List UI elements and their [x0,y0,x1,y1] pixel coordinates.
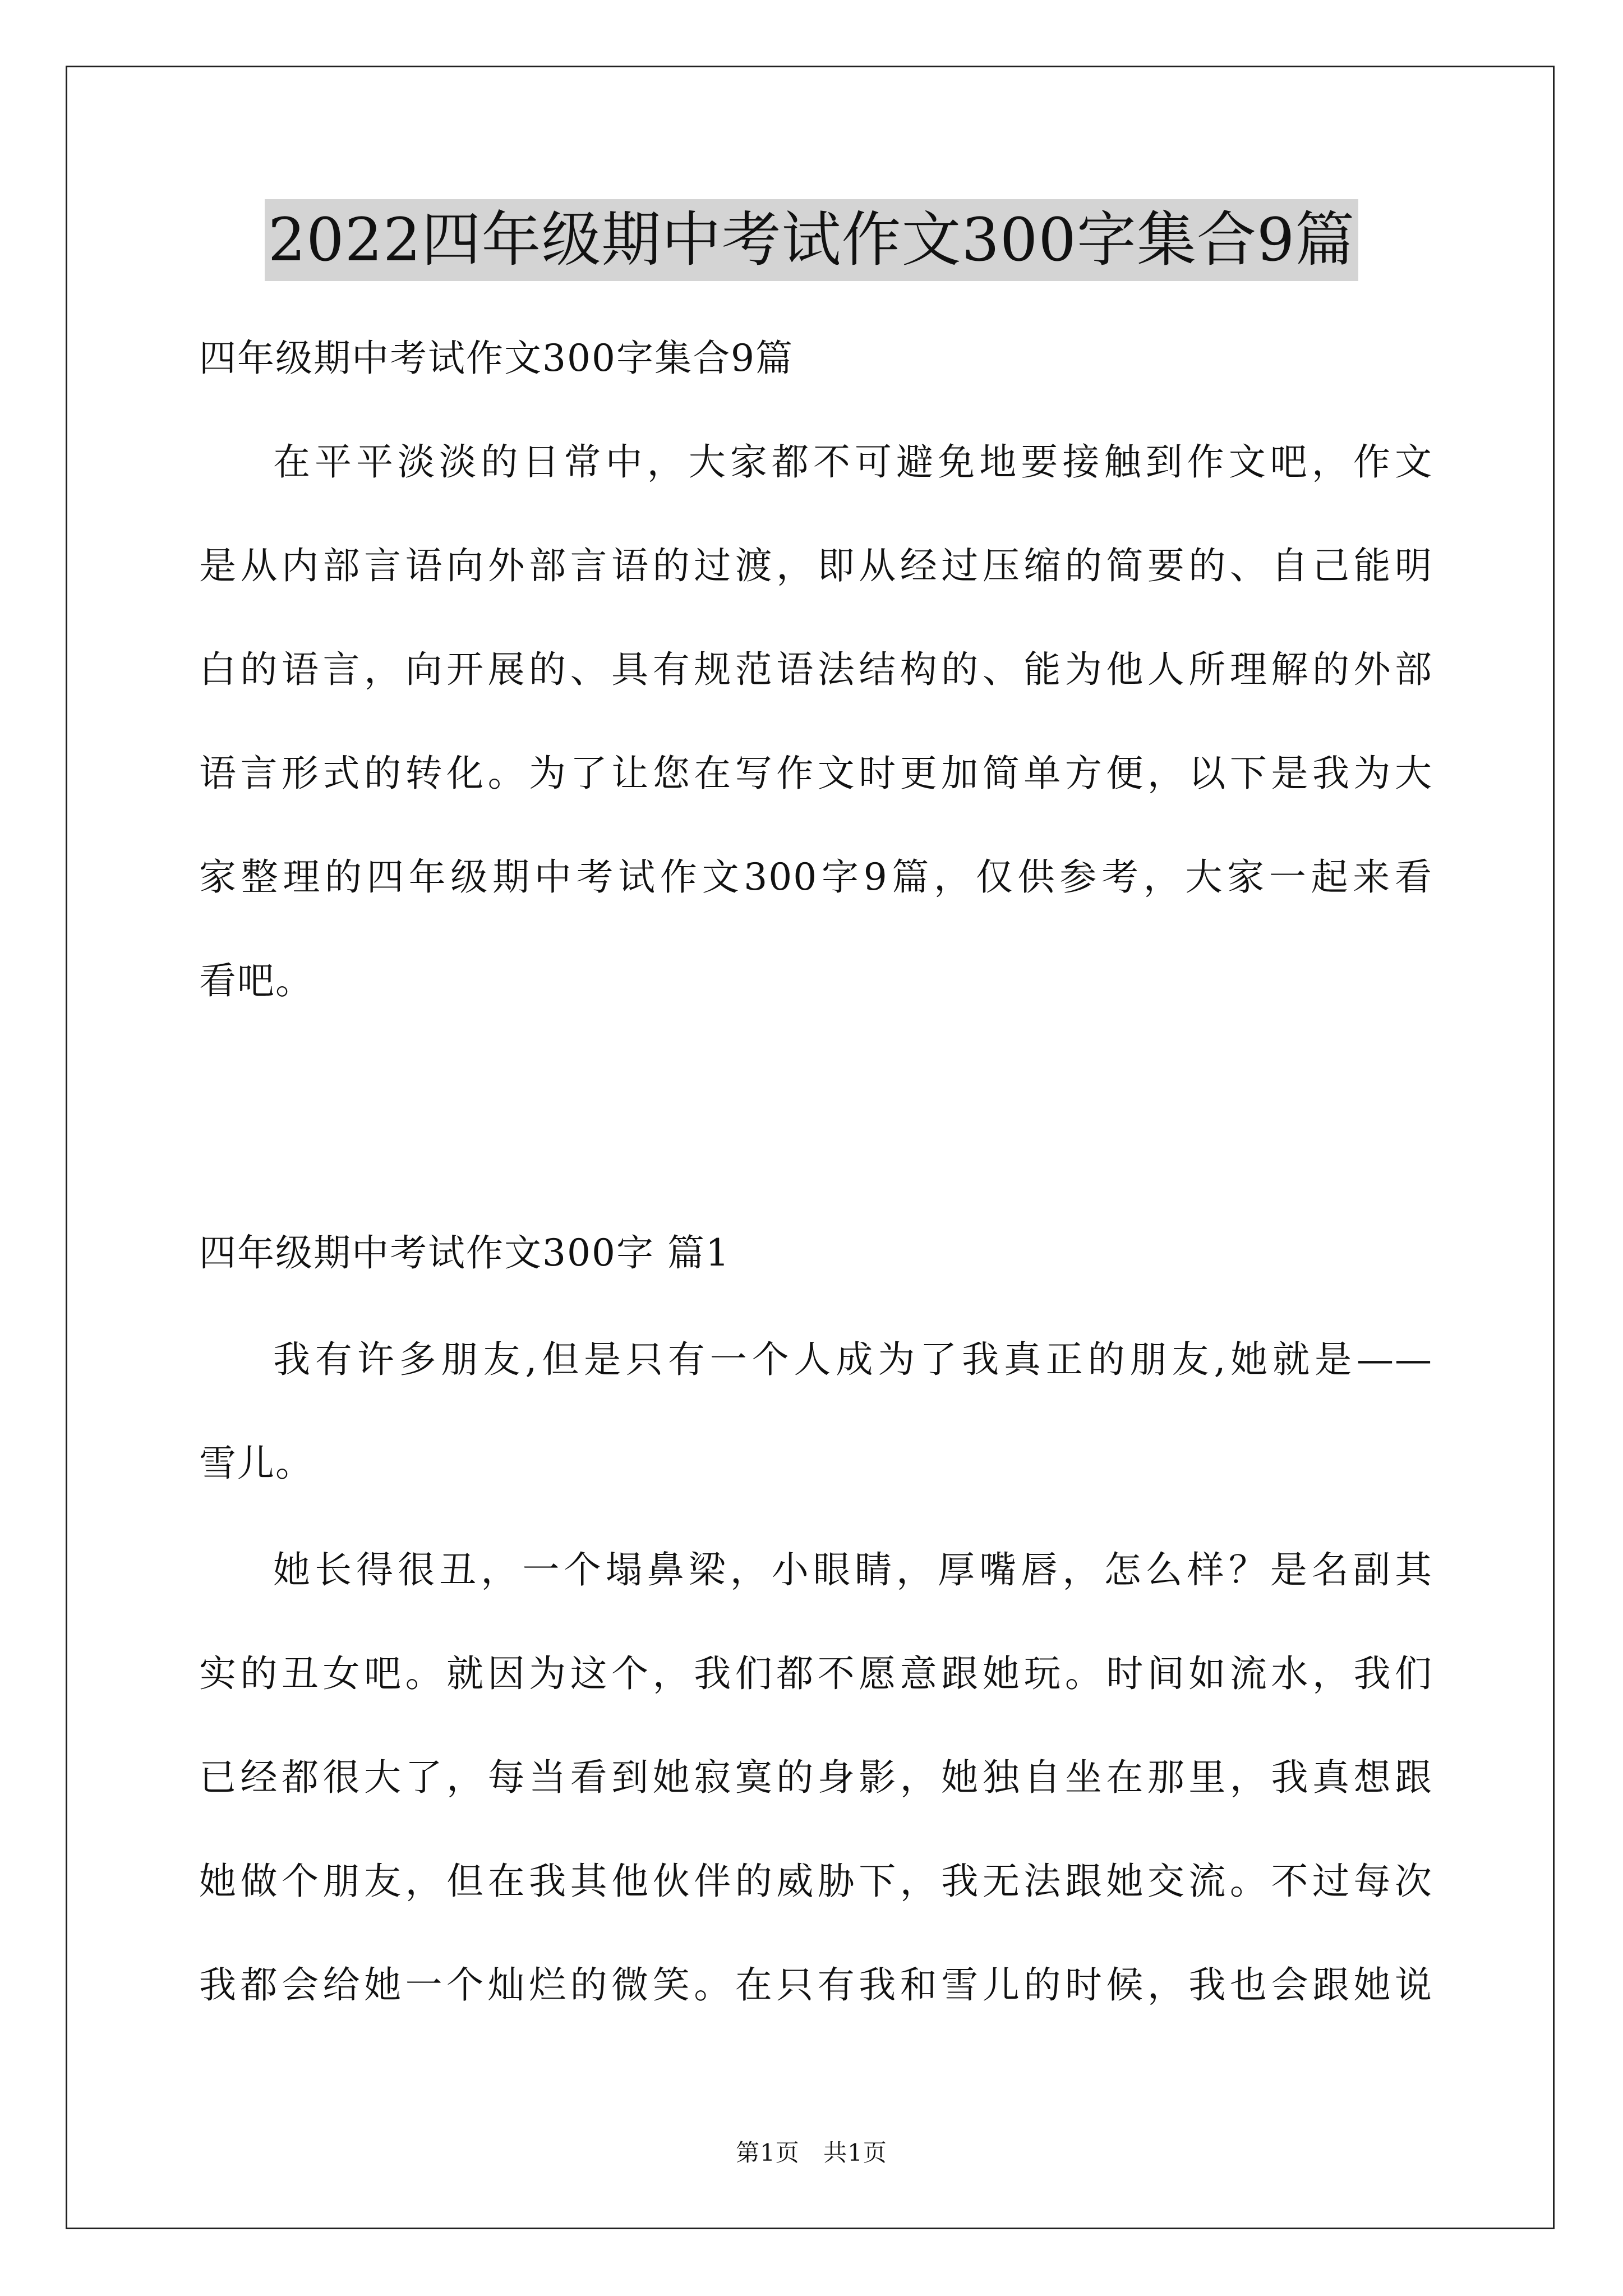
paragraph-line: 实的丑女吧。就因为这个，我们都不愿意跟她玩。时间如流水，我们 [199,1652,1433,1695]
paragraph-line: 她做个朋友，但在我其他伙伴的威胁下，我无法跟她交流。不过每次 [199,1860,1433,1903]
page-border [66,66,1555,2229]
intro-line: 语言形式的转化。为了让您在写作文时更加简单方便，以下是我为大 [199,752,1433,795]
document-subtitle: 四年级期中考试作文300字集合9篇 [199,337,794,380]
page-footer [0,2134,1623,2168]
intro-line: 是从内部言语向外部言语的过渡，即从经过压缩的简要的、自己能明 [199,544,1433,587]
paragraph-line: 我有许多朋友,但是只有一个人成为了我真正的朋友,她就是—— [273,1338,1433,1381]
document-title: 2022四年级期中考试作文300字集合9篇 [265,199,1359,281]
intro-line: 家整理的四年级期中考试作文300字9篇，仅供参考，大家一起来看 [199,855,1433,899]
paragraph-line: 雪儿。 [199,1442,313,1485]
page-total: 共1页 [823,2139,887,2166]
paragraph-line: 我都会给她一个灿烂的微笑。在只有我和雪儿的时候，我也会跟她说 [199,1963,1433,2007]
paragraph-line: 她长得很丑，一个塌鼻梁，小眼睛，厚嘴唇，怎么样？是名副其 [273,1548,1433,1591]
paragraph-line: 已经都很大了，每当看到她寂寞的身影，她独自坐在那里，我真想跟 [199,1756,1433,1799]
intro-line: 看吧。 [199,959,313,1002]
page-number: 第1页 [736,2139,800,2166]
intro-line: 白的语言，向开展的、具有规范语法结构的、能为他人所理解的外部 [199,648,1433,691]
section-heading: 四年级期中考试作文300字 篇1 [199,1231,730,1274]
intro-line: 在平平淡淡的日常中，大家都不可避免地要接触到作文吧，作文 [273,440,1433,484]
title-wrap [0,199,1623,281]
